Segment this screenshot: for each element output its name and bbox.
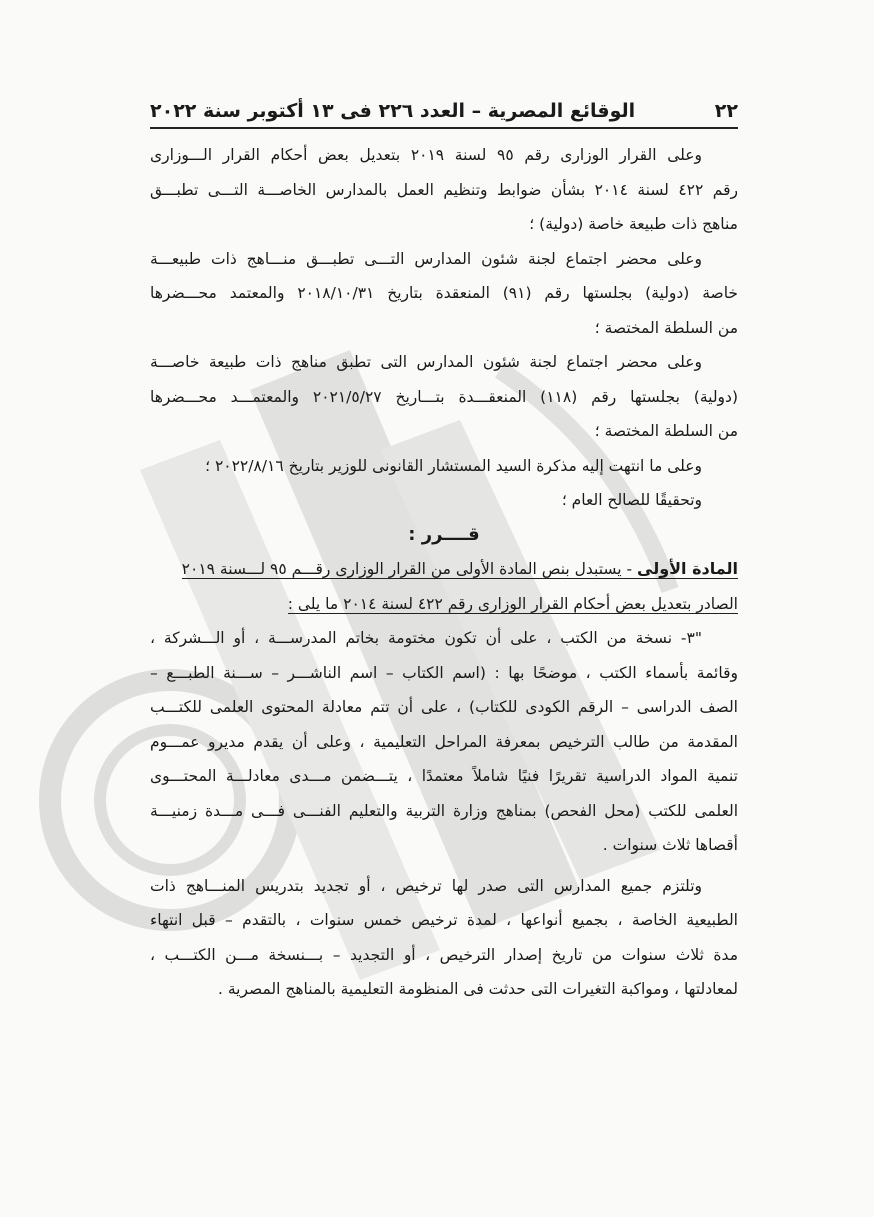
text-line: وعلى القرار الوزارى رقم ٩٥ لسنة ٢٠١٩ بتعديل بعض أحكام القرار الـــوزارى [150,146,702,164]
text-line: وعلى ما انتهت إليه مذكرة السيد المستشار القانونى للوزير بتاريخ ٢٠٢٢/٨/١٦ ؛ [205,456,702,475]
text-line: تنمية المواد الدراسية تقريرًا فنيًا شاملاً معتمدًا ، يتـــضمن مـــدى معادلـــة المحتـــوى [150,767,738,785]
article-first [150,552,738,621]
text-line: الصف الدراسى – الرقم الكودى للكتاب) ، على أن تتم معادلة المحتوى العلمى للكتـــب [150,698,738,716]
text-line: من السلطة المختصة ؛ [594,318,738,337]
page-header [150,82,738,122]
text-line: خاصة (دولية) بجلستها رقم (٩١) المنعقدة بتاريخ ٢٠١٨/١٠/٣١ والمعتمد محـــضرها [150,284,738,302]
article-text: - يستبدل بنص المادة الأولى من القرار الوزارى رقـــم ٩٥ لـــسنة ٢٠١٩ [181,560,637,578]
paragraph [150,242,738,346]
text-line: وتلتزم جميع المدارس التى صدر لها ترخيص ، أو تجديد بتدريس المنـــاهج ذات [150,876,702,895]
text-line: وقائمة بأسماء الكتب ، موضحًا بها : (اسم الكتاب – اسم الناشـــر – ســـنة الطبـــع – [150,663,738,682]
document-body [150,138,738,1007]
text-line: (دولية) بجلستها رقم (١١٨) المنعقـــدة بتـــاريخ ٢٠٢١/٥/٢٧ والمعتمـــد محـــضرها [150,387,738,406]
text-line: لمعادلتها ، ومواكبة التغيرات التى حدثت فى المنظومة التعليمية بالمناهج المصرية . [217,980,738,998]
decision-heading: قــــرر : [408,523,480,545]
text-line: من السلطة المختصة ؛ [594,422,738,440]
paragraph [150,138,738,242]
article-line [150,552,738,587]
text-line: مناهج ذات طبيعة خاصة (دولية) ؛ [529,215,738,233]
text-line: العلمى للكتب (محل الفحص) بمناهج وزارة التربية والتعليم الفنـــى فـــى مـــدة زمنيـــة [150,801,738,820]
text-line: وتحقيقًا للصالح العام ؛ [561,491,702,509]
text-line: المقدمة من طالب الترخيص بمعرفة المراحل التعليمية ، وعلى أن يقدم مديرو عمـــوم [150,732,738,751]
text-line: "٣- نسخة من الكتب ، على أن تكون مختومة بخاتم المدرســـة ، أو الـــشركة ، [150,629,702,647]
paragraph [150,449,738,518]
text-line: مدة ثلاث سنوات من تاريخ إصدار الترخيص ، أو التجديد – بـــنسخة مـــن الكتـــب ، [150,945,738,964]
text-line: أقصاها ثلاث سنوات . [602,836,738,854]
article-line [150,587,738,622]
text-line: رقم ٤٢٢ لسنة ٢٠١٤ بشأن ضوابط وتنظيم العمل بالمدارس الخاصـــة التـــى تطبـــق [150,180,738,199]
gazette-title: الوقائع المصرية – العدد ٢٢٦ فى ١٣ أكتوبر سنة ٢٠٢٢ [150,100,636,122]
text-line: وعلى محضر اجتماع لجنة شئون المدارس التـــى تطبـــق منـــاهج ذات طبيعـــة [150,249,702,268]
text-line: الطبيعية الخاصة ، بجميع أنواعها ، لمدة ترخيص خمس سنوات ، بالتقدم – قبل انتهاء [150,911,738,929]
quoted-paragraph [150,621,738,863]
article-text: الصادر بتعديل بعض أحكام القرار الوزارى رقم ٤٢٢ لسنة ٢٠١٤ ما يلى : [287,594,738,613]
paragraph [150,345,738,449]
quoted-paragraph [150,869,738,1007]
article-title: المادة الأولى [637,559,738,578]
page-number: ٢٢ [714,100,738,122]
header-divider [150,127,738,129]
text-line: وعلى محضر اجتماع لجنة شئون المدارس التى تطبق مناهج ذات طبيعة خاصـــة [150,353,702,371]
